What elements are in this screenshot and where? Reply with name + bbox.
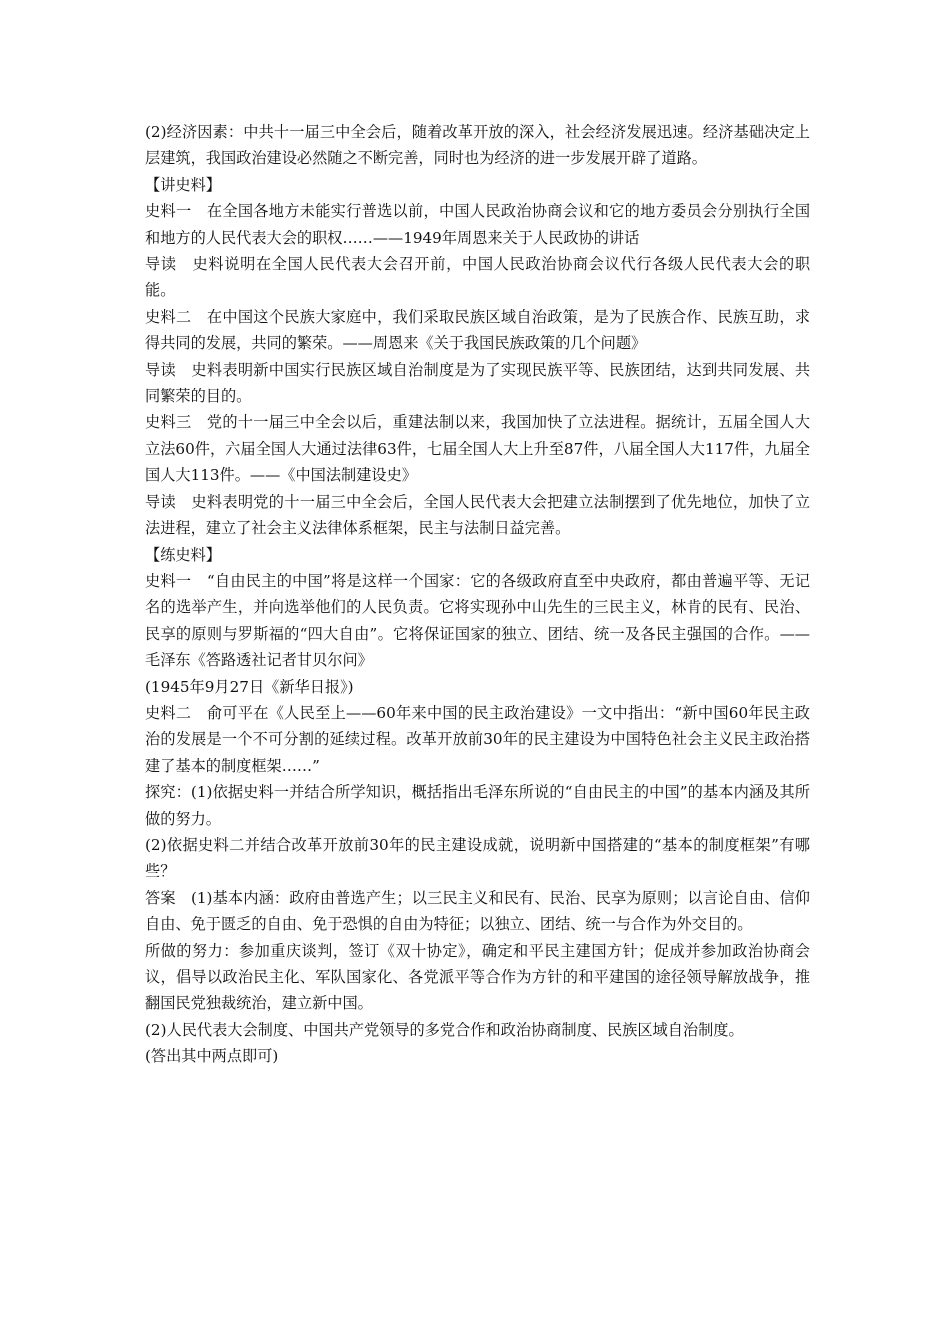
source-material-3: 史料三 党的十一届三中全会以后，重建法制以来，我国加快了立法进程。据统计，五届全国人大立法60件，六届全国人大通过法律63件，七届全国人大上升至87件，八届全国人大117件，九届全国人大113件。——《中国法制建设史》 (145, 413, 810, 485)
practice-material-1: 史料一 “自由民主的中国”将是这样一个国家：它的各级政府直至中央政府，都由普遍平等、无记名的选举产生，并向选举他们的人民负责。它将实现孙中山先生的三民主义，林肯的民有、民治、民享的原则与罗斯福的“四大自由”。它将保证国家的独立、团结、统一及各民主强国的合作。——毛泽东《答路透社记者甘贝尔问》 (145, 571, 810, 670)
section-heading-lian-shiliao: 【练史料】 (145, 545, 221, 564)
source-material-2: 史料二 在中国这个民族大家庭中，我们采取民族区域自治政策，是为了民族合作、民族互助，求得共同的发展，共同的繁荣。——周恩来《关于我国民族政策的几个问题》 (145, 307, 810, 353)
answer-1: 答案 (1)基本内涵：政府由普选产生；以三民主义和民有、民治、民享为原则；以言论自由、信仰自由、免于匮乏的自由、免于恐惧的自由为特征；以独立、团结、统一与合作为外交目的。 (145, 888, 810, 934)
question-1: 探究：(1)依据史料一并结合所学知识，概括指出毛泽东所说的“自由民主的中国”的基本内涵及其所做的努力。 (145, 783, 810, 828)
practice-material-2: 史料二 俞可平在《人民至上——60年来中国的民主政治建设》一文中指出：“新中国60年民主政治的发展是一个不可分割的延续过程。改革开放前30年的民主建设为中国特色社会主义民主政治搭建了基本的制度框架……” (145, 703, 810, 775)
answer-note: (答出其中两点即可) (145, 1047, 279, 1066)
answer-2: (2)人民代表大会制度、中国共产党领导的多党合作和政治协商制度、民族区域自治制度。 (145, 1020, 744, 1039)
document-page (145, 119, 810, 1070)
paragraph-economic-factor: (2)经济因素：中共十一届三中全会后，随着改革开放的深入，社会经济发展迅速。经济基础决定上层建筑，我国政治建设必然随之不断完善，同时也为经济的进一步发展开辟了道路。 (145, 123, 810, 168)
source-material-1: 史料一 在全国各地方未能实行普选以前，中国人民政治协商会议和它的地方委员会分别执行全国和地方的人民代表大会的职权……——1949年周恩来关于人民政协的讲话 (145, 202, 810, 247)
practice-material-1-citation: (1945年9月27日《新华日报》) (145, 677, 354, 696)
guide-reading-1: 导读 史料说明在全国人民代表大会召开前，中国人民政治协商会议代行各级人民代表大会的职能。 (145, 255, 810, 300)
guide-reading-3: 导读 史料表明党的十一届三中全会后，全国人民代表大会把建立法制摆到了优先地位，加快了立法进程，建立了社会主义法律体系框架，民主与法制日益完善。 (145, 492, 810, 538)
answer-efforts: 所做的努力：参加重庆谈判，签订《双十协定》，确定和平民主建国方针；促成并参加政治协商会议，倡导以政治民主化、军队国家化、各党派平等合作为方针的和平建国的途径领导解放战争，推翻国民党独裁统治，建立新中国。 (145, 941, 810, 1013)
question-2: (2)依据史料二并结合改革开放前30年的民主建设成就，说明新中国搭建的“基本的制度框架”有哪些？ (145, 835, 810, 881)
section-heading-jiang-shiliao: 【讲史料】 (145, 175, 221, 194)
guide-reading-2: 导读 史料表明新中国实行民族区域自治制度是为了实现民族平等、民族团结，达到共同发展、共同繁荣的目的。 (145, 360, 810, 406)
